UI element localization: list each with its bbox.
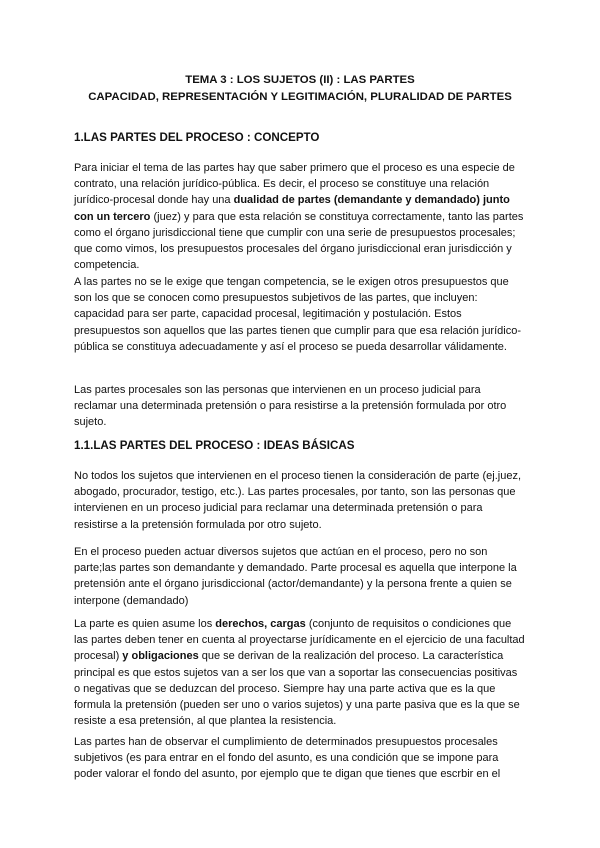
section-1-1-heading: 1.1.LAS PARTES DEL PROCESO : IDEAS BÁSICAS xyxy=(74,439,355,452)
section-1-paragraph-2: A las partes no se le exige que tengan competencia, se le exigen otros presupuestos que son los que se conocen como presupuestos subjetivos de las partes, que incluyen: capacidad para ser parte, capacidad procesal, legitimación y postulación. Estos presupuestos son aquellos que las partes tienen que cumplir para que esa relación jurídico-pública se constituya adecuadamente y así el proceso se pueda desarrollar válidamente. xyxy=(74,276,521,353)
title-line-2: CAPACIDAD, REPRESENTACIÓN Y LEGITIMACIÓN, PLURALIDAD DE PARTES xyxy=(88,91,512,103)
section-1-paragraph-1-part-a: Para iniciar el tema de las partes hay que saber primero que el proceso es una especie de contrato, una relación jurídico-pública. Es decir, el proceso se constituye una relación jurídico-procesal donde hay una xyxy=(74,162,515,207)
section-1-1-paragraph-3-part-e: que se derivan de la realización del proceso. La característica principal es que estos sujetos van a ser los que van a soportar las consecuencias positivas o negativas que se deduzcan del proceso. Siempre hay una parte activa que es la que formula la pretensión (pueden ser uno o varios sujetos) y una parte pasiva que es la que se resiste a esa pretensión, al que plantea la resistencia. xyxy=(74,650,520,728)
section-1-1-paragraph-3-part-c: (conjunto de requisitos o condiciones que las partes deben tener en cuenta al proyectarse jurídicamente en el ejercicio de una facultad procesal) xyxy=(74,618,525,663)
section-1-1-paragraph-1: No todos los sujetos que intervienen en el proceso tienen la consideración de parte (ej.juez, abogado, procurador, testigo, etc.). Las partes procesales, por tanto, son las personas que intervienen en un proceso judicial para reclamar una determinada pretensión o para resistirse a la pretensión formulada por otro sujeto. xyxy=(74,470,521,531)
section-1-paragraph-1-part-c: (juez) y para que esta relación se constituya correctamente, tanto las partes como el órgano jurisdiccional tiene que cumplir con una serie de presupuestos procesales; que como vimos, los presupuestos procesales del órgano jurisdiccional eran jurisdicción y competencia. xyxy=(74,210,524,272)
section-1-1-paragraph-3-part-a: La parte es quien asume los xyxy=(74,618,216,630)
document-title xyxy=(0,72,600,106)
title-line-1: TEMA 3 : LOS SUJETOS (II) : LAS PARTES xyxy=(185,74,415,86)
section-1-1-paragraph-2: En el proceso pueden actuar diversos sujetos que actúan en el proceso, pero no son parte;las partes son demandante y demandado. Parte procesal es aquella que interpone la pretensión ante el órgano jurisdiccional (actor/demandante) y la persona frente a quien se interpone (demandado) xyxy=(74,546,517,607)
section-1-paragraph-1 xyxy=(74,160,526,273)
section-1-1-paragraph-3 xyxy=(74,616,526,729)
section-1-paragraph-1-bold: dualidad de partes (demandante y demandado) junto con un tercero xyxy=(74,194,510,223)
section-1-heading: 1.LAS PARTES DEL PROCESO : CONCEPTO xyxy=(74,131,320,144)
section-1-1-paragraph-3-bold-1: derechos, cargas xyxy=(215,618,306,630)
section-1-paragraph-3: Las partes procesales son las personas que intervienen en un proceso judicial para reclamar una determinada pretensión o para resistirse a la pretensión formulada por otro sujeto. xyxy=(74,384,507,429)
section-1-1-paragraph-4: Las partes han de observar el cumplimiento de determinados presupuestos procesales subjetivos (es para entrar en el fondo del asunto, es una condición que se impone para poder valorar el fondo del asunto, por ejemplo que te digan que tienes que escrbir en el xyxy=(74,736,501,781)
section-1-1-paragraph-3-bold-2: y obligaciones xyxy=(119,650,199,663)
